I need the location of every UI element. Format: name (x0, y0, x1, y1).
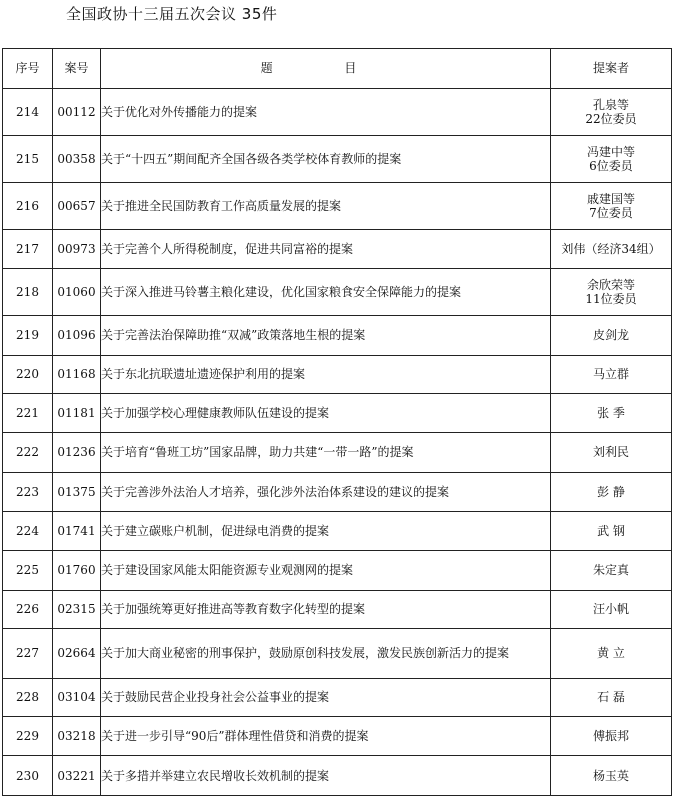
row-case-no: 01181 (53, 393, 101, 432)
row-proposer (551, 316, 672, 355)
table-row (3, 590, 672, 628)
table-row (3, 89, 672, 136)
row-case-no: 01060 (53, 268, 101, 315)
row-seq: 215 (3, 136, 53, 182)
proposer-line: 22位委员 (585, 112, 637, 127)
row-case-no: 03221 (53, 756, 101, 796)
proposer-line: 黄 立 (597, 646, 625, 661)
row-title: 关于优化对外传播能力的提案 (101, 89, 551, 136)
proposer-line: 11位委员 (585, 292, 637, 306)
table-row (3, 678, 672, 716)
row-title: 关于“十四五”期间配齐全国各级各类学校体育教师的提案 (101, 136, 551, 182)
row-title: 关于完善法治保障助推“双减”政策落地生根的提案 (101, 316, 551, 355)
row-proposer (551, 590, 672, 628)
row-case-no: 01741 (53, 512, 101, 551)
table-row (3, 551, 672, 590)
row-title: 关于加大商业秘密的刑事保护，鼓励原创科技发展，激发民族创新活力的提案 (101, 629, 551, 678)
row-proposer (551, 182, 672, 229)
row-title: 关于完善涉外法治人才培养，强化涉外法治体系建设的建议的提案 (101, 472, 551, 511)
row-title: 关于多措并举建立农民增收长效机制的提案 (101, 756, 551, 796)
row-seq: 226 (3, 590, 53, 628)
proposer-line: 戚建国等 (586, 191, 635, 206)
row-proposer (551, 230, 672, 268)
table-row (3, 512, 672, 551)
row-seq: 216 (3, 182, 53, 229)
row-case-no: 00657 (53, 182, 101, 229)
row-proposer (551, 756, 672, 796)
proposer-line: 刘利民 (592, 445, 629, 460)
row-proposer (551, 551, 672, 590)
row-proposer (551, 89, 672, 136)
table-header-row (3, 49, 672, 89)
header-proposer: 提案者 (551, 49, 672, 89)
row-seq: 220 (3, 355, 53, 393)
row-case-no: 01760 (53, 551, 101, 590)
row-case-no: 00973 (53, 230, 101, 268)
proposer-line: 马立群 (592, 367, 629, 382)
row-case-no: 02664 (53, 629, 101, 678)
row-seq: 225 (3, 551, 53, 590)
row-title: 关于建设国家风能太阳能资源专业观测网的提案 (101, 551, 551, 590)
proposer-line: 皮剑龙 (592, 328, 629, 343)
proposer-line: 傅振邦 (592, 729, 629, 744)
proposals-table (2, 48, 672, 796)
row-case-no: 01375 (53, 472, 101, 511)
row-proposer (551, 355, 672, 393)
proposer-line: 刘伟（经济34组） (561, 241, 661, 256)
table-row (3, 268, 672, 315)
proposer-line: 余欣荣等 (586, 277, 635, 292)
document-title: 全国政协十三届五次会议 35件 (66, 5, 278, 23)
row-title: 关于鼓励民营企业投身社会公益事业的提案 (101, 678, 551, 716)
row-seq: 229 (3, 717, 53, 756)
proposer-line: 石 磊 (597, 690, 625, 705)
header-title: 题 目 (101, 49, 551, 89)
row-case-no: 00358 (53, 136, 101, 182)
row-seq: 223 (3, 472, 53, 511)
row-proposer (551, 136, 672, 182)
table-row (3, 316, 672, 355)
row-proposer (551, 629, 672, 678)
proposer-line: 武 钢 (597, 524, 625, 539)
row-title: 关于建立碳账户机制，促进绿电消费的提案 (101, 512, 551, 551)
row-seq: 222 (3, 433, 53, 472)
proposer-line: 杨玉英 (592, 768, 629, 783)
row-case-no: 00112 (53, 89, 101, 136)
row-case-no: 01168 (53, 355, 101, 393)
header-case-no: 案号 (53, 49, 101, 89)
proposer-line: 彭 静 (597, 484, 625, 499)
row-seq: 221 (3, 393, 53, 432)
row-title: 关于推进全民国防教育工作高质量发展的提案 (101, 182, 551, 229)
row-seq: 218 (3, 268, 53, 315)
row-seq: 219 (3, 316, 53, 355)
row-seq: 217 (3, 230, 53, 268)
row-seq: 230 (3, 756, 53, 796)
table-row (3, 355, 672, 393)
row-seq: 228 (3, 678, 53, 716)
row-proposer (551, 678, 672, 716)
row-title: 关于完善个人所得税制度，促进共同富裕的提案 (101, 230, 551, 268)
row-case-no: 03218 (53, 717, 101, 756)
row-proposer (551, 268, 672, 315)
row-case-no: 01096 (53, 316, 101, 355)
row-seq: 214 (3, 89, 53, 136)
proposer-line: 朱定真 (592, 563, 629, 578)
table-row (3, 433, 672, 472)
row-proposer (551, 717, 672, 756)
row-case-no: 02315 (53, 590, 101, 628)
table-row (3, 136, 672, 182)
row-proposer (551, 433, 672, 472)
table-row (3, 756, 672, 796)
row-seq: 224 (3, 512, 53, 551)
row-title: 关于深入推进马铃薯主粮化建设，优化国家粮食安全保障能力的提案 (101, 268, 551, 315)
table-row (3, 717, 672, 756)
table-row (3, 182, 672, 229)
row-proposer (551, 472, 672, 511)
table-row (3, 393, 672, 432)
proposer-line: 7位委员 (589, 206, 633, 221)
row-proposer (551, 393, 672, 432)
row-proposer (551, 512, 672, 551)
row-case-no: 03104 (53, 678, 101, 716)
table-row (3, 472, 672, 511)
proposer-line: 汪小帆 (592, 602, 629, 617)
proposer-line: 张 季 (597, 405, 625, 420)
row-title: 关于东北抗联遗址遗迹保护利用的提案 (101, 355, 551, 393)
row-title: 关于进一步引导“90后”群体理性借贷和消费的提案 (101, 717, 551, 756)
row-case-no: 01236 (53, 433, 101, 472)
proposer-line: 孔泉等 (592, 97, 629, 112)
proposer-line: 6位委员 (589, 159, 633, 174)
proposer-line: 冯建中等 (586, 144, 635, 159)
row-title: 关于培育“鲁班工坊”国家品牌，助力共建“一带一路”的提案 (101, 433, 551, 472)
row-title: 关于加强统筹更好推进高等教育数字化转型的提案 (101, 590, 551, 628)
table-row (3, 230, 672, 268)
row-title: 关于加强学校心理健康教师队伍建设的提案 (101, 393, 551, 432)
row-seq: 227 (3, 629, 53, 678)
table-row (3, 629, 672, 678)
header-seq: 序号 (3, 49, 53, 89)
